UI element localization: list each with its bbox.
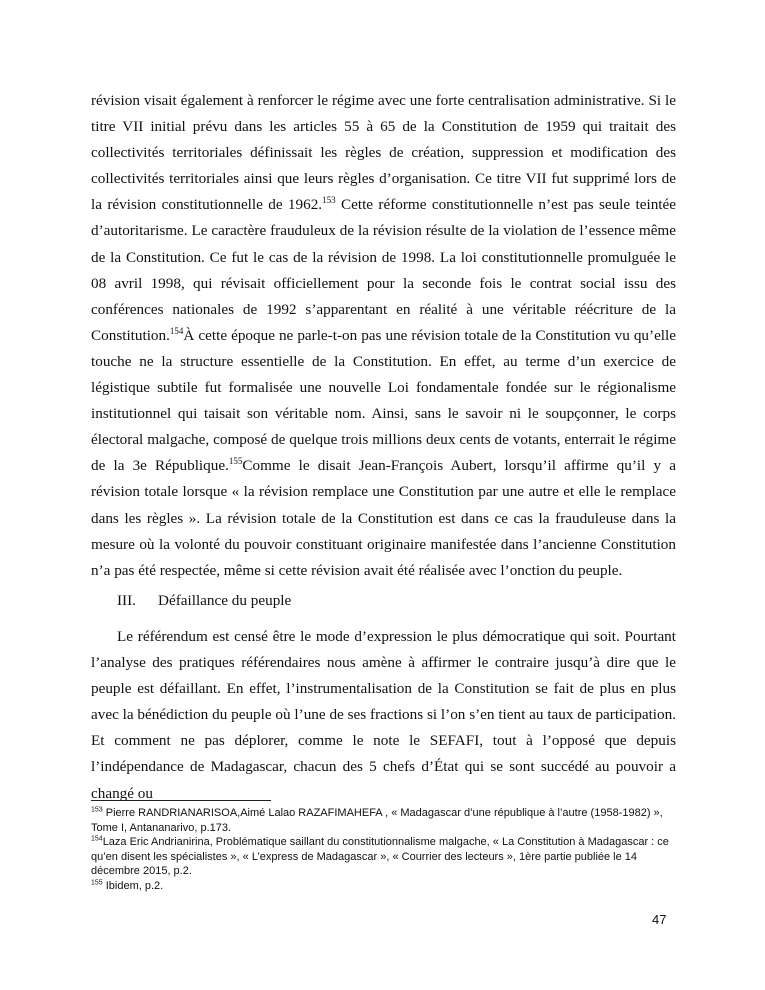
footnote-separator — [91, 800, 271, 801]
footnote-text: Pierre RANDRIANARISOA,Aimé Lalao RAZAFIMAHEFA , « Madagascar d’une république à l’autre (1958-1982) », Tome I, Antananarivo, p.173. — [91, 807, 663, 834]
page-number: 47 — [652, 912, 667, 927]
body-paragraph-1 — [91, 88, 676, 584]
footnote — [91, 879, 681, 894]
footnote-reference[interactable]: 154 — [169, 325, 184, 336]
paragraph-text: Cette réforme constitutionnelle n’est pas seule teintée d’autoritarisme. Le caractère frauduleux de la révision résulte de la violation de l’essence même de la Constitution. Ce fut le cas de la révision de 1998. La loi constitutionnelle promulguée le 08 avril 1998, qui révisait officiellement pour la seconde fois le contrat social issu des conférences nationales de 1992 s’apparentant en réalité à une véritable réécriture de la Constitution. — [91, 196, 676, 344]
footnote-text: Ibidem, p.2. — [102, 879, 164, 892]
footnote-text: Laza Eric Andrianirina, Problématique saillant du constitutionnalisme malgache, « La Constitution à Madagascar : ce qu’en disent les spécialistes », « L’express de Madagascar », « Courrier des lecteurs », 1ère partie publiée le 14 décembre 2015, p.2. — [91, 836, 669, 878]
paragraph-text: Comme le disait Jean-François Aubert, lorsqu’il affirme qu’il y a révision totale lorsque « la révision remplace une Constitution par une autre et elle le remplace dans les règles ». La révision totale de la Constitution est dans ce cas la frauduleuse dans la mesure où la volonté du pouvoir constituant originaire manifestée dans l’ancienne Constitution n’a pas été respectée, même si cette révision avait été réalisée avec l’onction du peuple. — [91, 457, 676, 579]
footnote — [91, 806, 681, 835]
footnote-number: 154 — [91, 835, 103, 843]
footnotes — [91, 806, 681, 894]
paragraph-text: À cette époque ne parle-t-on pas une révision totale de la Constitution vu qu’elle touche ne la structure essentielle de la Constitution. En effet, au terme d’un exercice de légistique subtile fut formalisée une nouvelle Loi fondamentale fondée sur le régionalisme institutionnel qui taisait son véritable nom. Ainsi, sans le savoir ni le soupçonner, le corps électoral malgache, composé de quelque trois millions deux cents de votants, enterrait le régime de la 3e République. — [91, 326, 676, 475]
body-paragraph-2: Le référendum est censé être le mode d’expression le plus démocratique qui soit. Pourtant l’analyse des pratiques référendaires nous amène à affirmer le contraire jusqu’à dire que le peuple est défaillant. En effet, l’instrumentalisation de la Constitution se fait de plus en plus avec la bénédiction du peuple où l’une de ses fractions si l’on s’en tient au taux de participation. Et comment ne pas déplorer, comme le note le SEFAFI, tout à l’opposé que depuis l’indépendance de Madagascar, chacun des 5 chefs d’État qui se sont succédé au pouvoir a changé ou — [91, 628, 676, 802]
paragraph-text: révision visait également à renforcer le régime avec une forte centralisation administrative. Si le titre VII initial prévu dans les articles 55 à 65 de la Constitution de 1959 qui traitait des collectivités territoriales définissait les règles de création, suppression et modification des collectivités territoriales ainsi que leurs règles d’organisation. Ce titre VII fut supprimé lors de la révision constitutionnelle de 1962. — [91, 92, 676, 214]
footnote-number: 155 — [91, 879, 103, 887]
footnote — [91, 835, 681, 879]
footnote-reference[interactable]: 153 — [322, 195, 336, 206]
section-number: III. — [117, 592, 136, 609]
section-heading — [117, 589, 291, 613]
footnote-number: 153 — [91, 806, 103, 814]
footnote-reference[interactable]: 155 — [228, 456, 243, 467]
section-title: Défaillance du peuple — [158, 592, 292, 609]
